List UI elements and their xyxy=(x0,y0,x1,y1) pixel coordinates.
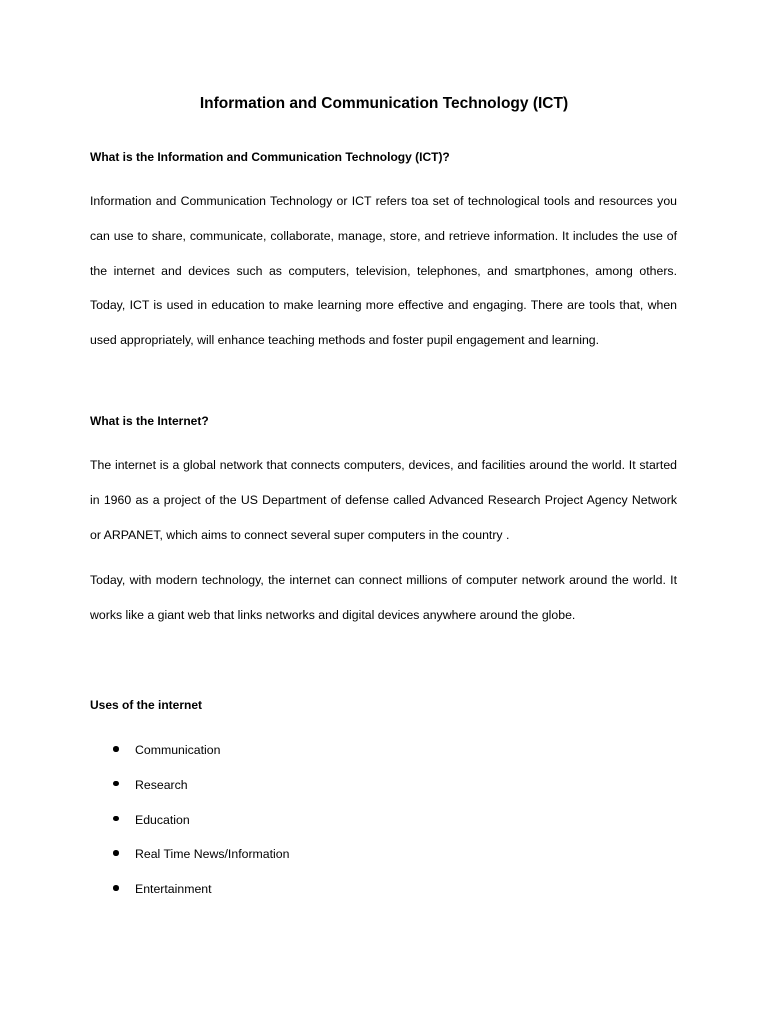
paragraph-internet-today: Today, with modern technology, the internet can connect millions of computer network around the world. It works like a giant web that links networks and digital devices anywhere around the globe. xyxy=(90,573,677,622)
section-heading-internet: What is the Internet? xyxy=(90,414,209,428)
list-item-label: Research xyxy=(135,777,188,792)
bullet-icon xyxy=(113,816,119,822)
uses-list xyxy=(90,740,289,914)
paragraph-ict-definition: Information and Communication Technology or ICT refers toa set of technological tools and resources you can use to share, communicate, collaborate, manage, store, and retrieve information. It includes the use of the internet and devices such as computers, television, telephones, and smartphones, among others. Today, ICT is used in education to make learning more effective and engaging. There are tools that, when used appropriately, will enhance teaching methods and foster pupil engagement and learning. xyxy=(90,194,677,348)
list-item xyxy=(90,844,289,879)
bullet-icon xyxy=(113,746,119,752)
bullet-icon xyxy=(113,885,119,891)
list-item xyxy=(90,740,289,775)
list-item-label: Entertainment xyxy=(135,882,212,897)
list-item xyxy=(90,810,289,845)
list-item xyxy=(90,879,289,914)
section-heading-ict: What is the Information and Communication Technology (ICT)? xyxy=(90,150,450,164)
section-heading-uses: Uses of the internet xyxy=(90,698,203,712)
paragraph-internet-definition: The internet is a global network that connects computers, devices, and facilities around the world. It started in 1960 as a project of the US Department of defense called Advanced Research Project Agency Network or ARPANET, which aims to connect several super computers in the country . xyxy=(90,458,677,542)
bullet-icon xyxy=(113,781,119,787)
list-item-label: Real Time News/Information xyxy=(135,847,290,862)
list-item-label: Communication xyxy=(135,743,221,757)
list-item xyxy=(90,775,289,810)
bullet-icon xyxy=(113,850,119,856)
document-title: Information and Communication Technology (ICT) xyxy=(199,95,569,112)
list-item-label: Education xyxy=(135,812,190,827)
